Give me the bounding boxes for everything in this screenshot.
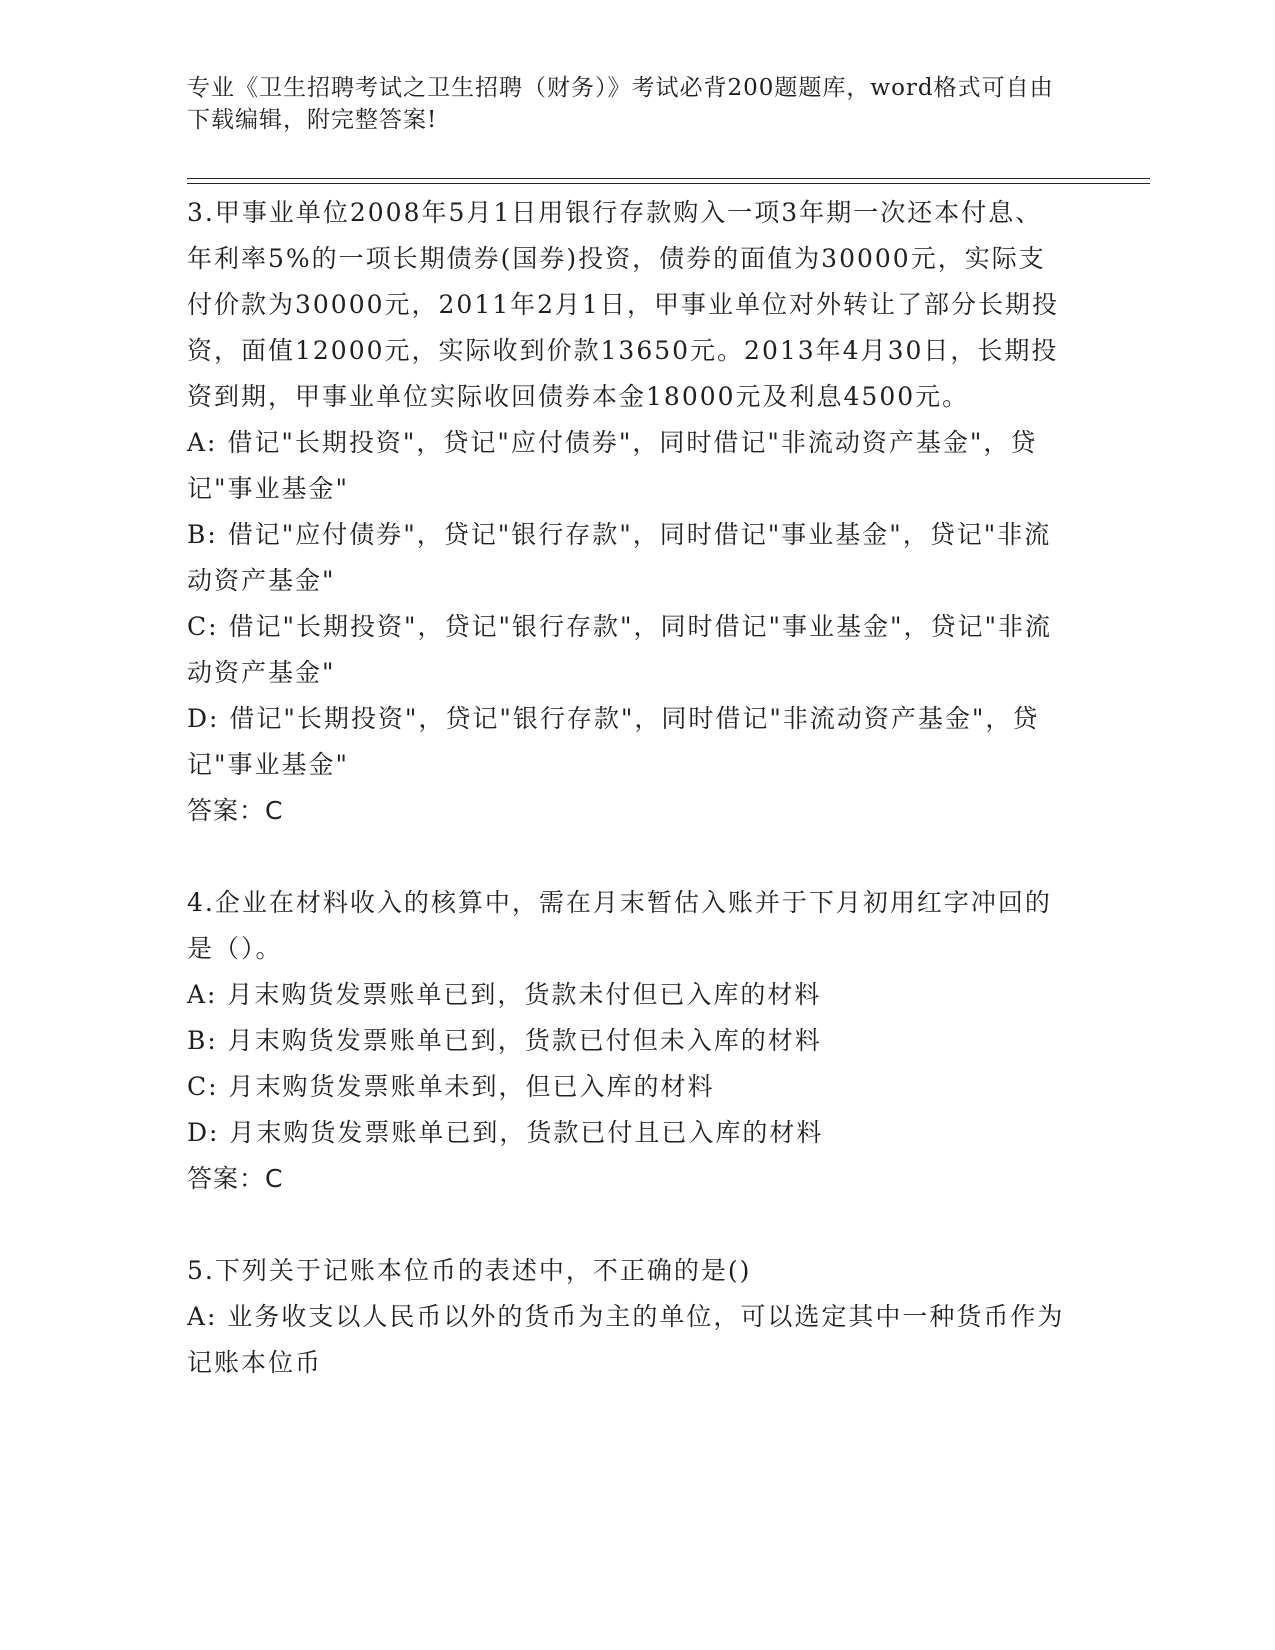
question-stem: 5.下列关于记账本位币的表述中，不正确的是() bbox=[187, 1256, 752, 1285]
option-b: B: 借记"应付债券"，贷记"银行存款"，同时借记"事业基金"，贷记"非流动资产基金" bbox=[187, 520, 1052, 595]
answer-line: 答案：C bbox=[187, 796, 284, 825]
option-b: B: 月末购货发票账单已到，货款已付但未入库的材料 bbox=[187, 1026, 822, 1055]
question-4 bbox=[187, 880, 1067, 1202]
option-c: C: 月末购货发票账单未到，但已入库的材料 bbox=[187, 1072, 715, 1101]
option-a: A: 借记"长期投资"，贷记"应付债券"，同时借记"非流动资产基金"，贷记"事业基金" bbox=[187, 428, 1038, 503]
answer-line: 答案：C bbox=[187, 1164, 284, 1193]
question-stem: 4.企业在材料收入的核算中，需在月末暂估入账并于下月初用红字冲回的是（）。 bbox=[187, 888, 1052, 963]
document-header: 专业《卫生招聘考试之卫生招聘（财务）》考试必背200题题库，word格式可自由下载编辑，附完整答案! bbox=[187, 75, 1054, 133]
option-a: A: 月末购货发票账单已到，货款未付但已入库的材料 bbox=[187, 980, 822, 1009]
option-c: C: 借记"长期投资"，贷记"银行存款"，同时借记"事业基金"，贷记"非流动资产基金" bbox=[187, 612, 1052, 687]
header-rule-bottom bbox=[187, 183, 1150, 184]
question-3 bbox=[187, 190, 1067, 834]
question-list bbox=[187, 190, 1067, 1432]
option-a: A: 业务收支以人民币以外的货币为主的单位，可以选定其中一种货币作为记账本位币 bbox=[187, 1302, 1065, 1377]
option-d: D: 借记"长期投资"，贷记"银行存款"，同时借记"非流动资产基金"，贷记"事业基金" bbox=[187, 704, 1040, 779]
question-stem: 3.甲事业单位2008年5月1日用银行存款购入一项3年期一次还本付息、年利率5%的一项长期债券(国券)投资，债券的面值为30000元，实际支付价款为30000元，2011年2月1日，甲事业单位对外转让了部分长期投资，面值12000元，实际收到价款13650元。2013年4月30日，长期投资到期，甲事业单位实际收回债券本金18000元及利息4500元。 bbox=[187, 198, 1059, 411]
question-5 bbox=[187, 1248, 1067, 1386]
option-d: D: 月末购货发票账单已到，货款已付且已入库的材料 bbox=[187, 1118, 824, 1147]
header-rule-top bbox=[187, 178, 1150, 179]
